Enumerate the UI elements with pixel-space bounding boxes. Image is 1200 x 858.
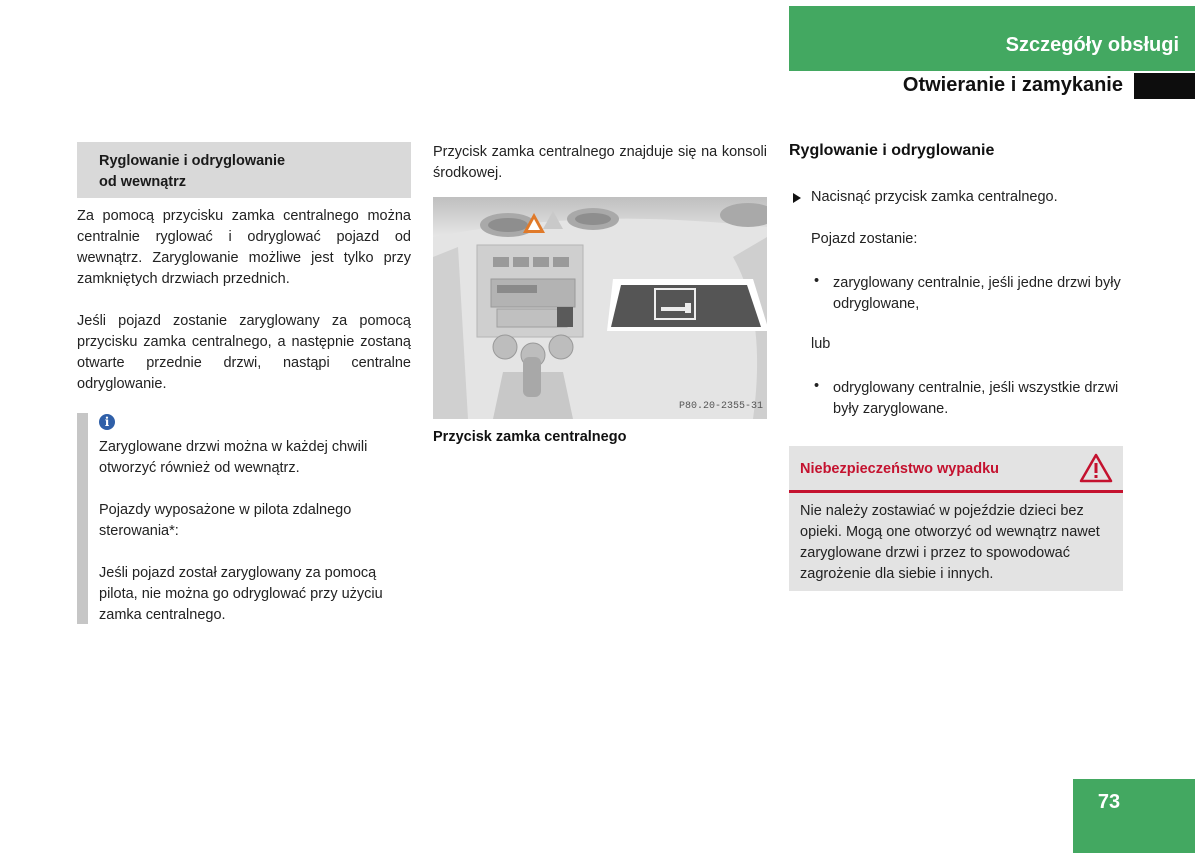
right-heading: Ryglowanie i odryglowanie <box>789 142 995 159</box>
left-paragraph-2: Jeśli pojazd zostanie zaryglowany za pomocą przycisku zamka centralnego, a następnie zostaną otwarte przednie drzwi, nastąpi centralne odryglowanie. <box>77 313 411 392</box>
left-heading-line1: Ryglowanie i odryglowanie <box>99 153 286 169</box>
warning-triangle-icon <box>1079 453 1113 483</box>
warning-box <box>789 446 1123 591</box>
info-paragraph-2: Pojazdy wyposażone w pilota zdalnego sterowania*: <box>99 502 352 539</box>
left-heading-box <box>77 142 411 198</box>
subsection-marker <box>1134 73 1195 99</box>
warning-title: Niebezpieczeństwo wypadku <box>800 461 1000 477</box>
step-arrow-icon <box>793 193 801 203</box>
bullet-item-1: zaryglowany centralnie, jeśli jedne drzwi były odryglowane, <box>833 275 1121 312</box>
left-paragraph-1: Za pomocą przycisku zamka centralnego można centralnie ryglować i odryglować pojazd od wewnątrz. Zaryglowanie możliwe jest tylko przy zamkniętych drzwiach przednich. <box>77 208 411 287</box>
subsection-title: Otwieranie i zamykanie <box>902 74 1123 96</box>
section-title: Szczegóły obsługi <box>1005 34 1179 56</box>
step-instruction: Nacisnąć przycisk zamka centralnego. <box>811 189 1058 205</box>
info-paragraph-3: Jeśli pojazd został zaryglowany za pomocą pilota, nie można go odryglować przy użyciu zamka centralnego. <box>99 565 383 623</box>
page-number: 73 <box>1097 791 1121 813</box>
bullet-item-2: odryglowany centralnie, jeśli wszystkie drzwi były zaryglowane. <box>833 380 1119 417</box>
console-illustration <box>433 197 767 419</box>
figure-code: P80.20-2355-31 <box>679 401 764 412</box>
result-intro: Pojazd zostanie: <box>811 231 918 247</box>
left-heading <box>99 151 285 193</box>
figure-caption: Przycisk zamka centralnego <box>433 429 627 445</box>
console-figure <box>433 197 767 419</box>
bullet-dot-2: • <box>814 378 820 394</box>
warning-text: Nie należy zostawiać w pojeździe dzieci bez opieki. Mogą one otworzyć od wewnątrz nawet zaryglowane drzwi i przez to spowodować zagrożenie dla siebie i innych. <box>800 503 1100 582</box>
info-paragraph-1: Zaryglowane drzwi można w każdej chwili otworzyć również od wewnątrz. <box>99 439 368 476</box>
warning-header <box>789 446 1123 493</box>
page-number-band <box>1073 779 1195 853</box>
info-note-bar <box>77 413 88 624</box>
info-icon: i <box>99 414 115 430</box>
left-heading-line2: od wewnątrz <box>99 174 187 190</box>
section-header-band <box>789 6 1195 71</box>
bullet-dot-1: • <box>814 273 820 289</box>
or-text: lub <box>811 336 831 352</box>
middle-intro: Przycisk zamka centralnego znajduje się na konsoli środkowej. <box>433 144 767 181</box>
